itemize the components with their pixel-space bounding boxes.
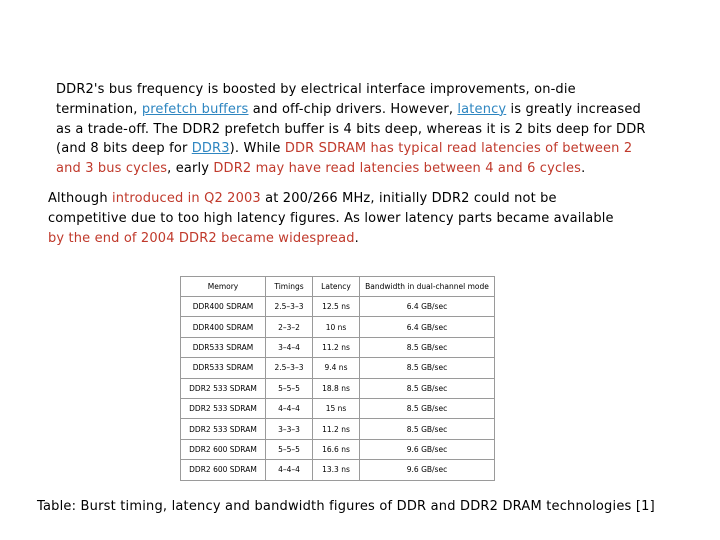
header-latency: Latency [313, 277, 360, 297]
cell-bandwidth: 9.6 GB/sec [360, 439, 495, 459]
table-row [181, 337, 495, 357]
link-ddr3[interactable]: DDR3 [191, 141, 230, 157]
cell-bandwidth: 9.6 GB/sec [360, 460, 495, 480]
cell-memory: DDR400 SDRAM [181, 297, 266, 317]
cell-timings: 2.5–3–3 [266, 358, 313, 378]
text: ). While [229, 141, 285, 157]
link-latency[interactable]: latency [457, 101, 507, 117]
text: at 200/266 MHz, initially DDR2 could not be [260, 191, 557, 206]
cell-latency: 11.2 ns [313, 337, 360, 357]
table-row [181, 378, 495, 398]
text: , early [167, 161, 214, 177]
cell-memory: DDR533 SDRAM [181, 358, 266, 378]
highlight-text: introduced in Q2 2003 [112, 191, 261, 206]
para1-line [56, 100, 696, 120]
table-header-row [181, 277, 495, 297]
cell-latency: 10 ns [313, 317, 360, 337]
cell-memory: DDR2 600 SDRAM [181, 439, 266, 459]
table-row [181, 460, 495, 480]
cell-latency: 11.2 ns [313, 419, 360, 439]
para1-line: DDR2's bus frequency is boosted by electrical interface improvements, on-die [56, 82, 576, 97]
text: (and 8 bits deep for [56, 141, 192, 157]
paragraph-ddr2-adoption [48, 189, 688, 248]
cell-timings: 5–5–5 [266, 439, 313, 459]
cell-timings: 2.5–3–3 [266, 297, 313, 317]
para2-line [48, 229, 688, 249]
table-caption: Table: Burst timing, latency and bandwidth figures of DDR and DDR2 DRAM technologies [1] [37, 499, 655, 514]
cell-bandwidth: 8.5 GB/sec [360, 398, 495, 418]
para1-line [56, 159, 696, 179]
cell-timings: 3–3–3 [266, 419, 313, 439]
table-row [181, 317, 495, 337]
cell-memory: DDR533 SDRAM [181, 337, 266, 357]
para1-line [56, 139, 696, 159]
table-row [181, 419, 495, 439]
cell-timings: 3–4–4 [266, 337, 313, 357]
cell-timings: 4–4–4 [266, 460, 313, 480]
highlight-text: DDR2 may have read latencies between 4 and 6 cycles [213, 161, 582, 177]
text: and off-chip drivers. However, [248, 101, 458, 117]
table-row [181, 297, 495, 317]
header-memory: Memory [181, 277, 266, 297]
cell-timings: 4–4–4 [266, 398, 313, 418]
cell-timings: 5–5–5 [266, 378, 313, 398]
highlight-text: and 3 bus cycles [56, 161, 168, 177]
text: termination, [56, 101, 142, 117]
cell-memory: DDR2 533 SDRAM [181, 419, 266, 439]
cell-bandwidth: 8.5 GB/sec [360, 337, 495, 357]
cell-bandwidth: 6.4 GB/sec [360, 317, 495, 337]
cell-timings: 2–3–2 [266, 317, 313, 337]
text: is greatly increased [506, 101, 641, 117]
cell-bandwidth: 8.5 GB/sec [360, 378, 495, 398]
highlight-text: by the end of 2004 DDR2 became widespread [48, 230, 355, 246]
header-bandwidth: Bandwidth in dual-channel mode [360, 277, 495, 297]
table-row [181, 358, 495, 378]
table-row [181, 398, 495, 418]
link-prefetch-buffers[interactable]: prefetch buffers [141, 101, 249, 117]
para2-line: competitive due to too high latency figures. As lower latency parts became available [48, 210, 614, 226]
header-timings: Timings [266, 277, 313, 297]
cell-memory: DDR2 533 SDRAM [181, 398, 266, 418]
table-row [181, 439, 495, 459]
cell-latency: 12.5 ns [313, 297, 360, 317]
text: Although [48, 191, 113, 206]
memory-table-wrapper [180, 276, 495, 481]
highlight-text: DDR SDRAM has typical read latencies of between 2 [284, 141, 633, 157]
cell-bandwidth: 8.5 GB/sec [360, 419, 495, 439]
cell-bandwidth: 8.5 GB/sec [360, 358, 495, 378]
para2-line [48, 189, 688, 209]
cell-latency: 15 ns [313, 398, 360, 418]
cell-memory: DDR400 SDRAM [181, 317, 266, 337]
paragraph-ddr2-bus [56, 80, 696, 179]
cell-latency: 13.3 ns [313, 460, 360, 480]
text: . [354, 230, 359, 246]
cell-latency: 18.8 ns [313, 378, 360, 398]
para1-line: as a trade-off. The DDR2 prefetch buffer is 4 bits deep, whereas it is 2 bits deep for DDR [56, 121, 646, 137]
memory-timing-table [180, 276, 495, 481]
text: . [581, 161, 586, 177]
cell-memory: DDR2 533 SDRAM [181, 378, 266, 398]
cell-latency: 9.4 ns [313, 358, 360, 378]
cell-latency: 16.6 ns [313, 439, 360, 459]
cell-memory: DDR2 600 SDRAM [181, 460, 266, 480]
cell-bandwidth: 6.4 GB/sec [360, 297, 495, 317]
